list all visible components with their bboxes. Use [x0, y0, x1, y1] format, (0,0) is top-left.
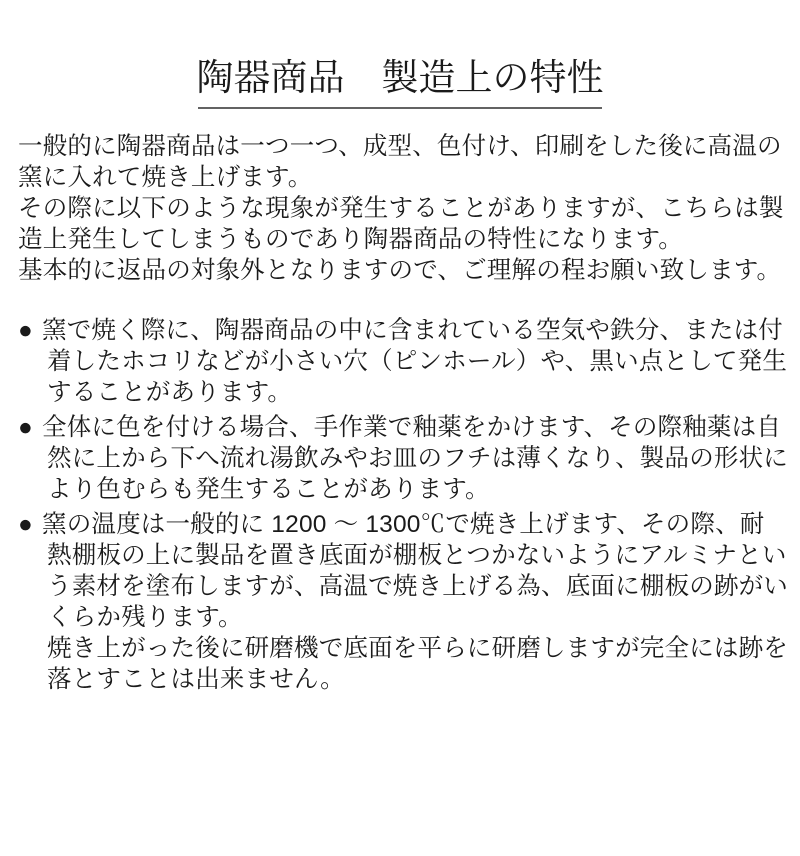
- bullet-first-line: [18, 412, 790, 443]
- intro-line-5: 基本的に返品の対象外となりますので、ご理解の程お願い致します。: [18, 257, 782, 284]
- bullet-text: 窯で焼く際に、陶器商品の中に含まれている空気や鉄分、または付: [42, 317, 783, 344]
- bullet-item-3: [18, 509, 790, 695]
- bullet-list: [18, 315, 790, 695]
- intro-section: [18, 131, 790, 286]
- bullet-marker-icon: ●: [18, 414, 33, 441]
- intro-line-2: 窯に入れて焼き上げます。: [18, 164, 313, 191]
- bullet-continuation-line: 落とすことは出来ません。: [47, 666, 345, 693]
- title-underline: [198, 107, 602, 109]
- bullet-continuation-line: より色むらも発生することがあります。: [47, 476, 490, 503]
- intro-line-4: 造上発生してしまうものであり陶器商品の特性になります。: [18, 226, 683, 253]
- bullet-continuation-line: くらか残ります。: [47, 604, 243, 631]
- page-title: 陶器商品 製造上の特性: [196, 57, 604, 98]
- bullet-marker-icon: ●: [18, 317, 33, 344]
- intro-line-1: 一般的に陶器商品は一つ一つ、成型、色付け、印刷をした後に高温の: [18, 133, 782, 160]
- bullet-continuation-line: 然に上から下へ流れ湯飲みやお皿のフチは薄くなり、製品の形状に: [47, 445, 788, 472]
- bullet-continuation-line: 着したホコリなどが小さい穴（ピンホール）や、黒い点として発生: [47, 348, 788, 375]
- bullet-marker-icon: ●: [18, 511, 33, 538]
- bullet-text: 窯の温度は一般的に 1200 ～ 1300℃で焼き上げます、その際、耐: [42, 511, 765, 538]
- document-body: [0, 131, 800, 695]
- bullet-item-1: [18, 315, 790, 408]
- bullet-item-2: [18, 412, 790, 505]
- bullet-continuation-line: 焼き上がった後に研磨機で底面を平らに研磨しますが完全には跡を: [47, 635, 788, 662]
- bullet-continuation-line: 熱棚板の上に製品を置き底面が棚板とつかないようにアルミナとい: [47, 542, 787, 569]
- bullet-continuation-line: う素材を塗布しますが、高温で焼き上げる為、底面に棚板の跡がい: [47, 573, 788, 600]
- intro-line-3: その際に以下のような現象が発生することがありますが、こちらは製: [18, 195, 784, 222]
- bullet-text: 全体に色を付ける場合、手作業で釉薬をかけます、その際釉薬は自: [42, 414, 782, 441]
- document-page: [0, 56, 800, 856]
- bullet-first-line: [18, 509, 790, 540]
- bullet-first-line: [18, 315, 790, 346]
- bullet-continuation-line: することがあります。: [47, 379, 293, 406]
